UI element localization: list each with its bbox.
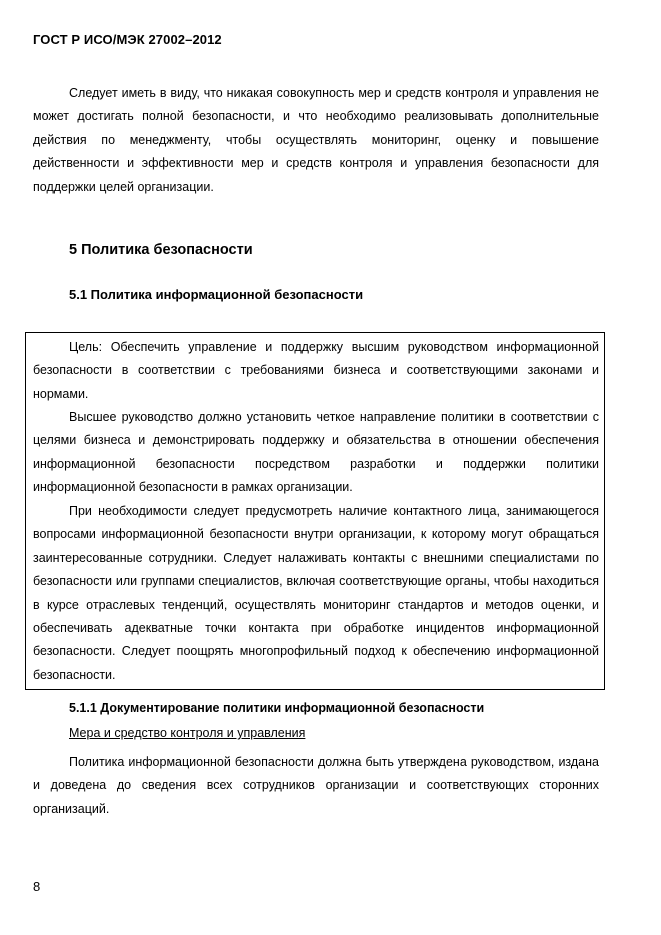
page-number: 8 [33, 879, 41, 894]
section-title: 5 Политика безопасности [69, 242, 253, 258]
document-header: ГОСТ Р ИСО/МЭК 27002–2012 [33, 32, 222, 47]
control-label: Мера и средство контроля и управления [69, 726, 306, 740]
objective-paragraph: Цель: Обеспечить управление и поддержку высшим руководством информационной безопасности в соответствии с требованиями бизнеса и соответствующими законами и нормами. [33, 340, 599, 401]
intro-paragraph: Следует иметь в виду, что никакая совокупность мер и средств контроля и управления не может достигать полной безопасности, и что необходимо реализовывать дополнительные действия по менеджменту, чтобы осуществлять мониторинг, оценку и повышение действенности и эффективности мер и средств контроля и управления безопасности для поддержки целей организации. [33, 86, 599, 194]
subsection-title: 5.1 Политика информационной безопасности [69, 287, 364, 302]
management-direction-paragraph: Высшее руководство должно установить четкое направление политики в соответствии с целями бизнеса и демонстрировать поддержку и обязательства в отношении обеспечения информационной безопасности посредством разработки и поддержки политики информационной безопасности в рамках организации. [33, 410, 599, 495]
contact-person-paragraph: При необходимости следует предусмотреть наличие контактного лица, занимающегося вопросами информационной безопасности внутри организации, к которому могут обращаться заинтересованные сотрудники. Следует налаживать контакты с внешними специалистами по безопасности или группами специалистов, включая соответствующие органы, чтобы находиться в курсе отраслевых тенденций, осуществлять мониторинг стандартов и методов оценки, и обеспечивать адекватные точки контакта при обработке инцидентов информационной безопасности. Следует поощрять многопрофильный подход к обеспечению информационной безопасности. [33, 504, 599, 682]
clause-title: 5.1.1 Документирование политики информационной безопасности [69, 701, 485, 715]
control-paragraph: Политика информационной безопасности должна быть утверждена руководством, издана и доведена до сведения всех сотрудников организации и соответствующих сторонних организаций. [33, 755, 599, 816]
